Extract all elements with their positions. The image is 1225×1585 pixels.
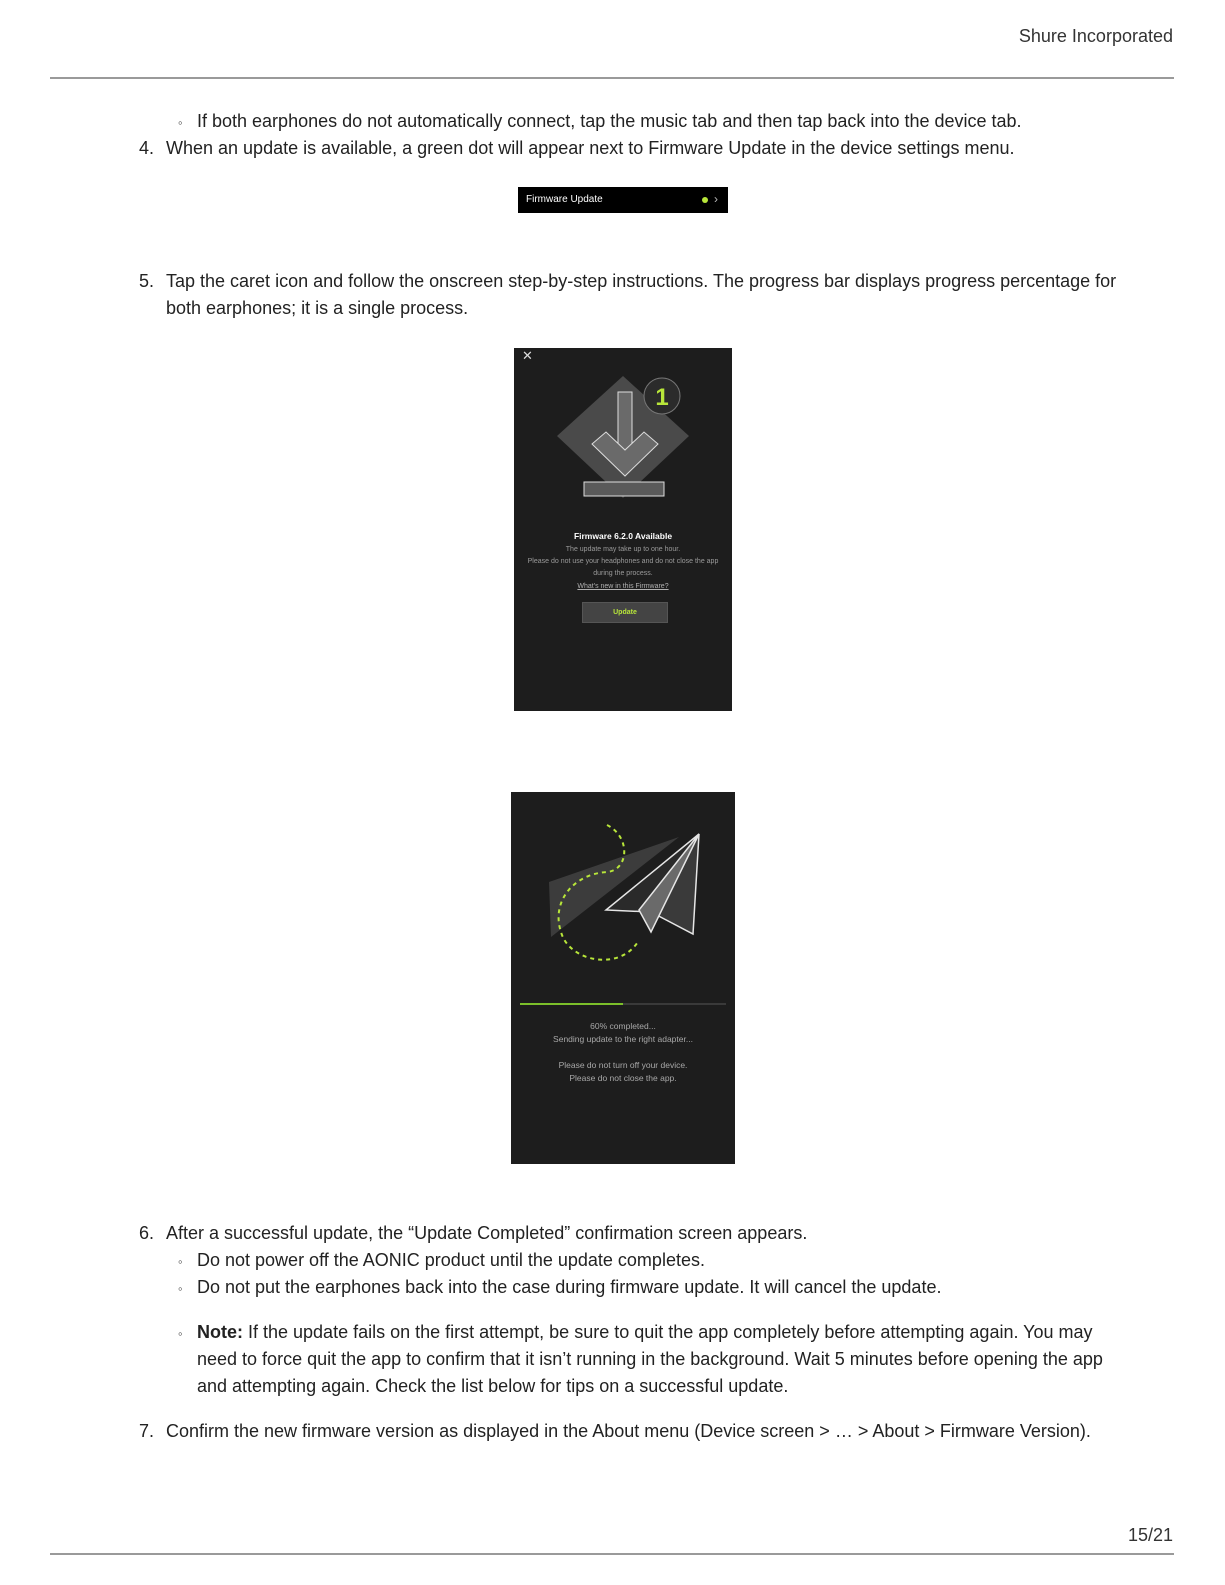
item-number-7: 7. [139,1421,155,1441]
update-button: Update [582,602,668,623]
tray-shape [584,482,664,496]
status-sending: Sending update to the right adapter... [553,1034,693,1044]
info-line-3: during the process. [593,570,653,577]
paper-plane-illustration [511,792,735,982]
bullet-marker: ◦ [178,1326,183,1341]
whats-new-link: What's new in this Firmware? [577,583,669,590]
warning-close-app: Please do not close the app. [569,1073,677,1083]
info-line-1: The update may take up to one hour. [565,546,681,553]
firmware-available-screenshot [514,348,732,711]
progress-bar [520,1003,726,1005]
close-icon: ✕ [522,348,533,363]
step-number: 1 [655,384,669,411]
item-number-6: 6. [139,1223,155,1243]
item-6-text: After a successful update, the “Update Completed” confirmation screen appears. [166,1223,808,1243]
note-line-1 [197,1319,1093,1346]
firmware-update-bar-image [518,187,728,213]
footer-rule [50,1553,1174,1555]
header-company: Shure Incorporated [1018,26,1173,46]
sending-update-screenshot [511,792,735,1164]
sub-bullet-connect: If both earphones do not automatically connect, tap the music tab and then tap back into the device tab. [197,111,1022,131]
note-line-2: need to force quit the app to confirm that it isn’t running in the background. Wait 5 minutes before opening the app [197,1349,1103,1369]
note-label: Note: [197,1322,243,1342]
status-percent: 60% completed... [590,1021,656,1031]
item-number-4: 4. [139,138,155,158]
bullet-marker: ◦ [178,1254,183,1269]
item-5-line-2: both earphones; it is a single process. [166,298,469,318]
bullet-marker: ◦ [178,115,183,130]
item-6-sub-1: Do not power off the AONIC product until the update completes. [197,1250,705,1270]
progress-fill [520,1003,623,1005]
warning-turn-off: Please do not turn off your device. [558,1060,688,1070]
item-7-text: Confirm the new firmware version as displayed in the About menu (Device screen > … > About > Firmware Version). [166,1421,1091,1441]
note-line-3: and attempting again. Check the list below for tips on a successful update. [197,1376,789,1396]
firmware-update-label: Firmware Update [526,194,603,205]
item-4-text: When an update is available, a green dot will appear next to Firmware Update in the device settings menu. [166,138,1015,158]
page-number: 15/21 [1127,1525,1173,1545]
green-dot-icon [702,197,708,203]
header-rule [50,77,1174,79]
arrow-shaft [618,392,632,450]
item-6-sub-2: Do not put the earphones back into the case during firmware update. It will cancel the update. [197,1277,942,1297]
item-number-5: 5. [139,271,155,291]
bullet-marker: ◦ [178,1281,183,1296]
note-text: If the update fails on the first attempt, be sure to quit the app completely before attempting again. You may [243,1322,1093,1342]
item-5-line-1: Tap the caret icon and follow the onscreen step-by-step instructions. The progress bar displays progress percentage for [166,271,1117,291]
chevron-right-icon: › [714,192,718,206]
download-illustration [514,348,732,518]
info-line-2: Please do not use your headphones and do not close the app [527,558,719,565]
firmware-title: Firmware 6.2.0 Available [573,531,673,541]
